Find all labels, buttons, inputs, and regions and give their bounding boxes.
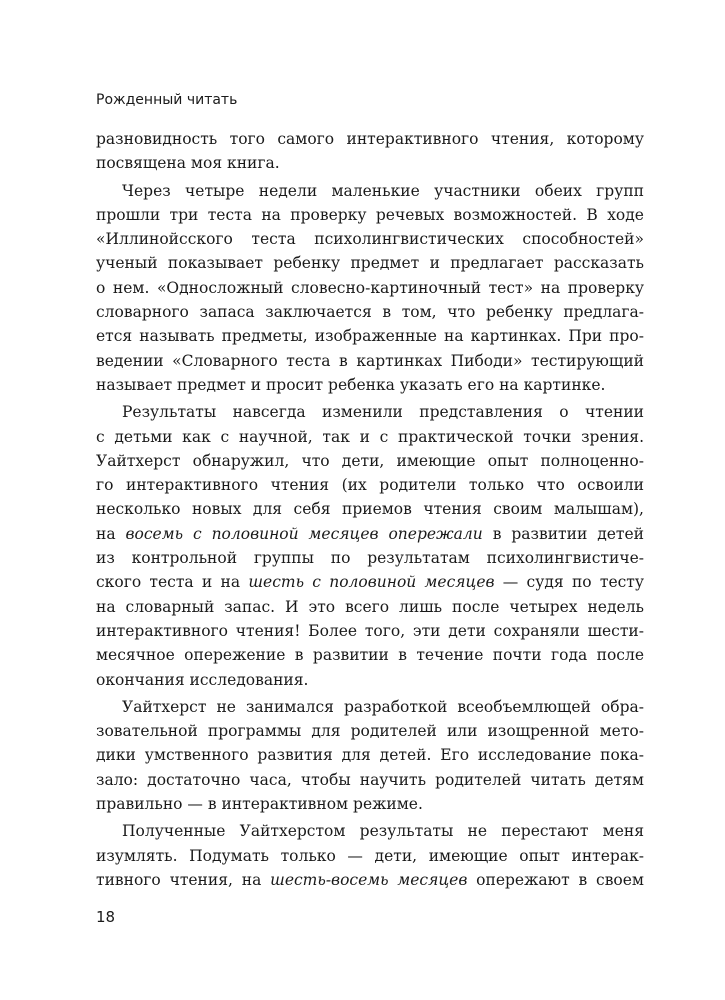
text-segment: зовательной программы для родителей или изощренной мето- xyxy=(96,722,644,741)
text-line xyxy=(96,300,644,324)
text-line xyxy=(96,868,644,892)
text-segment: зало: достаточно часа, чтобы научить родителей читать детям xyxy=(96,770,644,789)
text-segment: из контрольной группы по результатам психолингвистиче- xyxy=(96,549,644,568)
text-line xyxy=(96,473,644,497)
text-line xyxy=(96,449,644,473)
paragraph xyxy=(96,695,644,816)
text-line xyxy=(96,251,644,275)
text-line xyxy=(96,227,644,251)
text-segment: Через четыре недели маленькие участники обеих групп xyxy=(122,181,644,200)
text-line xyxy=(96,719,644,743)
text-segment: Уайтхерст не занимался разработкой всеобъемлющей обра- xyxy=(122,697,644,716)
text-segment: го интерактивного чтения (их родители только что освоили xyxy=(96,476,644,495)
paragraph xyxy=(96,819,644,892)
text-segment: тивного чтения, на xyxy=(96,870,271,889)
text-line xyxy=(96,324,644,348)
text-segment: Результаты навсегда изменили представления о чтении xyxy=(122,403,644,422)
text-segment: посвящена моя книга. xyxy=(96,154,280,173)
text-line xyxy=(96,643,644,667)
text-segment: правильно — в интерактивном режиме. xyxy=(96,795,423,814)
text-line xyxy=(96,151,644,175)
text-line xyxy=(96,127,644,151)
text-segment: ского теста и на xyxy=(96,573,249,592)
text-segment: изумлять. Подумать только — дети, имеющие опыт интерак- xyxy=(96,846,644,865)
text-segment: опережают в своем xyxy=(467,870,644,889)
italic-text: шесть-восемь месяцев xyxy=(270,870,468,889)
text-line xyxy=(96,349,644,373)
text-segment: Уайтхерст обнаружил, что дети, имеющие опыт полноценно- xyxy=(96,451,644,470)
italic-text: шесть с половиной месяцев xyxy=(248,573,495,592)
text-segment: окончания исследования. xyxy=(96,670,309,689)
italic-text: восемь с половиной месяцев опережали xyxy=(125,524,483,543)
text-segment: прошли три теста на проверку речевых возможностей. В ходе xyxy=(96,205,644,224)
text-line xyxy=(96,792,644,816)
text-segment: интерактивного чтения! Более того, эти дети сохраняли шести- xyxy=(96,621,644,640)
text-segment: ется называть предметы, изображенные на картинках. При про- xyxy=(96,327,644,346)
body-text xyxy=(96,127,644,892)
text-line xyxy=(96,179,644,203)
text-segment: несколько новых для себя приемов чтения своим малышам), xyxy=(96,500,644,519)
text-line xyxy=(96,743,644,767)
text-segment: месячное опережение в развитии в течение почти года после xyxy=(96,646,644,665)
text-line xyxy=(96,522,644,546)
text-segment: дики умственного развития для детей. Его исследование пока- xyxy=(96,746,644,765)
text-line xyxy=(96,497,644,521)
text-segment: словарного запаса заключается в том, что ребенку предлага- xyxy=(96,303,644,322)
text-segment: ведении «Словарного теста в картинках Пибоди» тестирующий xyxy=(96,351,644,370)
paragraph xyxy=(96,400,644,692)
text-line xyxy=(96,695,644,719)
running-head: Рожденный читать xyxy=(96,92,238,108)
text-segment: Полученные Уайтхерстом результаты не перестают меня xyxy=(122,822,644,841)
text-line xyxy=(96,768,644,792)
paragraph xyxy=(96,127,644,176)
text-line xyxy=(96,819,644,843)
text-line xyxy=(96,373,644,397)
text-segment: на xyxy=(96,524,126,543)
text-segment: с детьми как с научной, так и с практической точки зрения. xyxy=(96,427,644,446)
text-segment: ученый показывает ребенку предмет и предлагает рассказать xyxy=(96,254,644,273)
text-line xyxy=(96,400,644,424)
text-line xyxy=(96,570,644,594)
text-segment: на словарный запас. И это всего лишь после четырех недель xyxy=(96,597,644,616)
text-segment: называет предмет и просит ребенка указать его на картинке. xyxy=(96,375,606,394)
text-segment: «Иллинойсского теста психолингвистических способностей» xyxy=(96,230,644,249)
paragraph xyxy=(96,179,644,398)
text-line xyxy=(96,425,644,449)
text-segment: разновидность того самого интерактивного чтения, которому xyxy=(96,130,644,148)
text-segment: — судя по тесту xyxy=(494,573,644,592)
text-line xyxy=(96,595,644,619)
text-line xyxy=(96,619,644,643)
page-number: 18 xyxy=(96,908,116,926)
text-segment: о нем. «Односложный словесно-картиночный тест» на проверку xyxy=(96,278,644,297)
text-line xyxy=(96,276,644,300)
text-line xyxy=(96,844,644,868)
text-segment: в развитии детей xyxy=(482,524,644,543)
text-line xyxy=(96,546,644,570)
text-line xyxy=(96,668,644,692)
text-line xyxy=(96,203,644,227)
